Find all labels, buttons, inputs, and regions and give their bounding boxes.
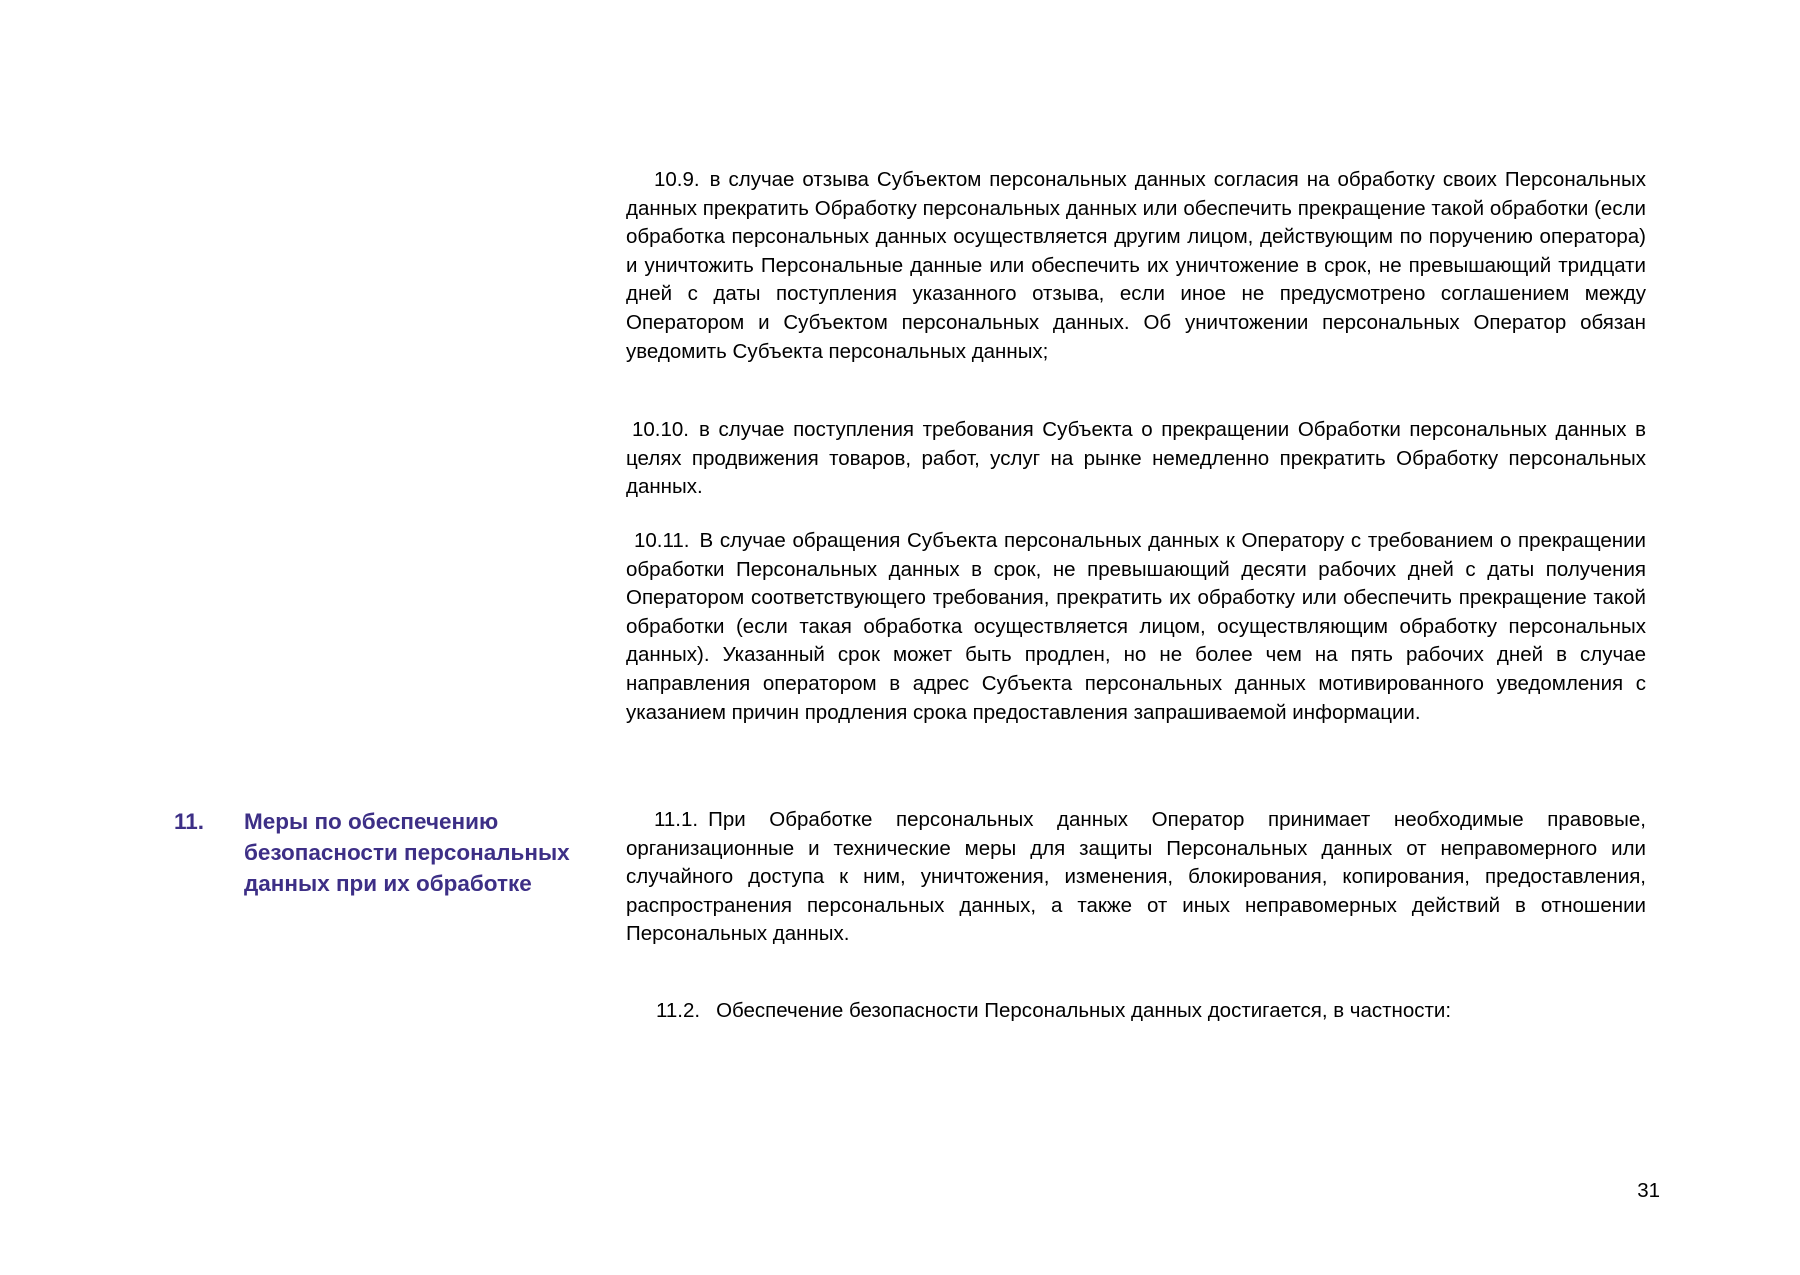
section-number: 11. — [174, 809, 205, 834]
paragraph-10-11 — [626, 527, 1646, 727]
paragraph-text: в случае отзыва Субъектом персональных данных согласия на обработку своих Персональных данных прекратить Обработку персональных данных или обеспечить прекращение такой обработки (если обработка персональных данных осуществляется другим лицом, действующим по поручению оператора) и уничтожить Персональные данные или обеспечить их уничтожение в срок, не превышающий тридцати дней с даты поступления указанного отзыва, если иное не предусмотрено соглашением между Оператором и Субъектом персональных данных. Об уничтожении персональных Оператор обязан уведомить Субъекта персональных данных; — [626, 168, 1646, 363]
paragraph-text: Обеспечение безопасности Персональных данных достигается, в частности: — [716, 999, 1452, 1022]
page-number: 31 — [1637, 1179, 1660, 1202]
paragraph-text: В случае обращения Субъекта персональных данных к Оператору с требованием о прекращении обработки Персональных данных в срок, не превышающий десяти рабочих дней с даты получения Оператором соответствующего требования, прекратить их обработку или обеспечить прекращение такой обработки (если такая обработка осуществляется лицом, осуществляющим обработку персональных данных). Указанный срок может быть продлен, но не более чем на пять рабочих дней в случае направления оператором в адрес Субъекта персональных данных мотивированного уведомления с указанием причин продления срока предоставления запрашиваемой информации. — [626, 529, 1646, 724]
paragraph-number: 10.9. — [654, 168, 700, 191]
section-title: Меры по обеспечению безопасности персональных данных при их обработке — [244, 809, 570, 896]
paragraph-number: 10.10. — [632, 418, 689, 441]
paragraph-number: 11.1. — [654, 808, 699, 831]
paragraph-text: в случае поступления требования Субъекта о прекращении Обработки персональных данных в целях продвижения товаров, работ, услуг на рынке немедленно прекратить Обработку персональных данных. — [626, 418, 1646, 499]
paragraph-10-9 — [626, 166, 1646, 366]
paragraph-10-10 — [626, 416, 1646, 502]
paragraph-number: 11.2. — [656, 999, 701, 1022]
paragraph-text: При Обработке персональных данных Оператор принимает необходимые правовые, организационные и технические меры для защиты Персональных данных от неправомерного или случайного доступа к ним, уничтожения, изменения, блокирования, копирования, предоставления, распространения персональных данных, а также от иных неправомерных действий в отношении Персональных данных. — [626, 808, 1646, 946]
paragraph-11-2 — [626, 997, 1646, 1026]
paragraph-11-1 — [626, 806, 1646, 949]
paragraph-number: 10.11. — [634, 529, 690, 552]
